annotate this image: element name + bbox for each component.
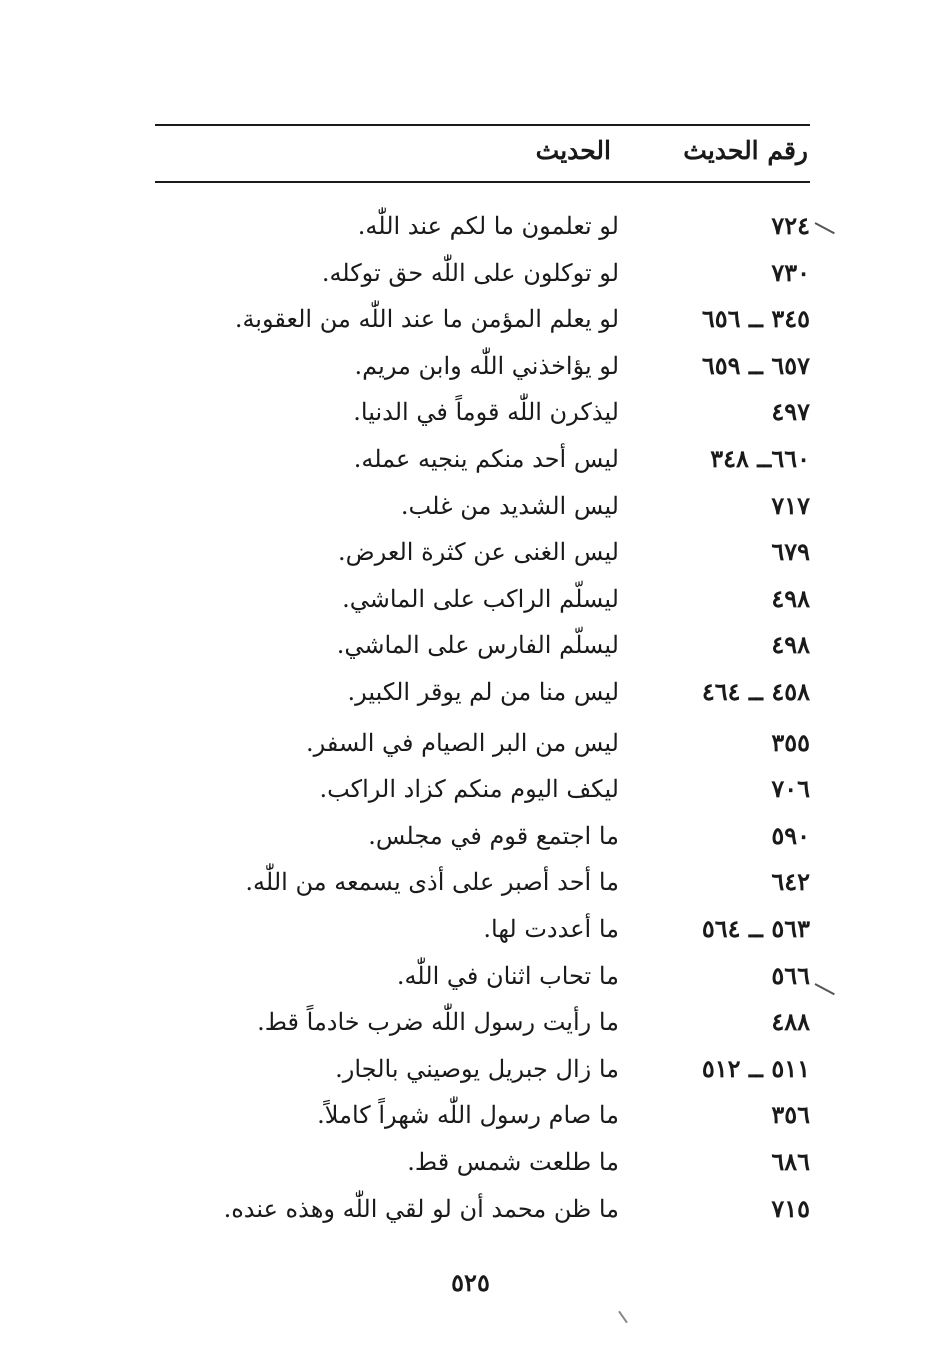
hadith-text: ليس أحد منكم ينجيه عمله. — [353, 445, 619, 473]
hadith-number: ٦٤٢ — [771, 867, 810, 896]
hadith-number: ٣٥٥ — [771, 728, 810, 757]
table-row — [0, 999, 941, 1045]
hadith-number: ٥٦٣ ــ ٥٦٤ — [701, 914, 810, 943]
hadith-text: ما أحد أصبر على أذى يسمعه من اللّٰه. — [245, 868, 619, 896]
hadith-number: ٧٣٠ — [771, 258, 810, 287]
hadith-text: لو توكلون على اللّٰه حق توكله. — [321, 259, 619, 287]
table-row — [0, 622, 941, 668]
hadith-text: ليسلّم الفارس على الماشي. — [336, 631, 619, 659]
table-row — [0, 1092, 941, 1138]
hadith-text: ما طلعت شمس قط. — [407, 1148, 619, 1176]
table-row — [0, 720, 941, 766]
hadith-number: ٣٤٥ ــ ٦٥٦ — [701, 304, 810, 333]
hadith-text: ما زال جبريل يوصيني بالجار. — [335, 1055, 619, 1083]
hadith-number: ٦٨٦ — [771, 1147, 810, 1176]
hadith-number: ٦٥٧ ــ ٦٥٩ — [701, 351, 810, 380]
table-top-rule — [155, 124, 810, 126]
hadith-number: ٤٥٨ ــ ٤٦٤ — [701, 677, 810, 706]
hadith-text: ليس الغنى عن كثرة العرض. — [338, 538, 619, 566]
hadith-text: ما صام رسول اللّٰه شهراً كاملاً. — [317, 1101, 619, 1129]
hadith-number: ٥٦٦ — [771, 961, 810, 990]
hadith-number: ٧١٥ — [771, 1194, 810, 1223]
table-row — [0, 813, 941, 859]
hadith-text: ليذكرن اللّٰه قوماً في الدنيا. — [353, 398, 619, 426]
hadith-text: ما اجتمع قوم في مجلس. — [368, 822, 619, 850]
table-row — [0, 250, 941, 296]
table-row — [0, 906, 941, 952]
hadith-text: لو تعلمون ما لكم عند اللّٰه. — [357, 212, 619, 240]
hadith-number: ٥١١ ــ ٥١٢ — [701, 1054, 810, 1083]
hadith-text: لو يؤاخذني اللّٰه وابن مريم. — [354, 352, 619, 380]
hadith-number: ٦٦٠ــ ٣٤٨ — [710, 444, 810, 473]
table-row — [0, 296, 941, 342]
table-row — [0, 669, 941, 715]
column-header-number: رقم الحديث — [683, 136, 808, 165]
table-row — [0, 343, 941, 389]
hadith-text: لو يعلم المؤمن ما عند اللّٰه من العقوبة. — [234, 305, 619, 333]
table-header-rule — [155, 181, 810, 183]
hadith-text: ليكف اليوم منكم كزاد الراكب. — [319, 775, 619, 803]
table-row — [0, 436, 941, 482]
hadith-text: ما ظن محمد أن لو لقي اللّٰه وهذه عنده. — [223, 1195, 619, 1223]
hadith-number: ٤٨٨ — [771, 1007, 810, 1036]
hadith-number: ٤٩٨ — [771, 630, 810, 659]
hadith-number: ٧٠٦ — [771, 774, 810, 803]
hadith-text: ما أعددت لها. — [483, 915, 619, 943]
page-number: ٥٢٥ — [451, 1268, 490, 1297]
hadith-text: ما تحاب اثنان في اللّٰه. — [396, 962, 619, 990]
table-row — [0, 1186, 941, 1232]
table-row — [0, 766, 941, 812]
column-header-hadith: الحديث — [535, 136, 611, 165]
hadith-text: ليس منا من لم يوقر الكبير. — [347, 678, 619, 706]
table-row — [0, 529, 941, 575]
table-row — [0, 953, 941, 999]
hadith-number: ٤٩٧ — [771, 397, 810, 426]
table-row — [0, 576, 941, 622]
hadith-text: ما رأيت رسول اللّٰه ضرب خادماً قط. — [257, 1008, 619, 1036]
table-row — [0, 203, 941, 249]
table-row — [0, 1046, 941, 1092]
hadith-text: ليس الشديد من غلب. — [400, 492, 619, 520]
hadith-number: ٧٢٤ — [771, 211, 810, 240]
hadith-number: ٦٧٩ — [771, 537, 810, 566]
table-row — [0, 1139, 941, 1185]
hadith-number: ٤٩٨ — [771, 584, 810, 613]
hadith-text: ليس من البر الصيام في السفر. — [306, 729, 619, 757]
table-row — [0, 389, 941, 435]
hadith-number: ٣٥٦ — [771, 1100, 810, 1129]
hadith-text: ليسلّم الراكب على الماشي. — [342, 585, 619, 613]
hadith-number: ٧١٧ — [771, 491, 810, 520]
scan-speck — [618, 1311, 628, 1324]
table-row — [0, 859, 941, 905]
table-row — [0, 483, 941, 529]
hadith-number: ٥٩٠ — [771, 821, 810, 850]
